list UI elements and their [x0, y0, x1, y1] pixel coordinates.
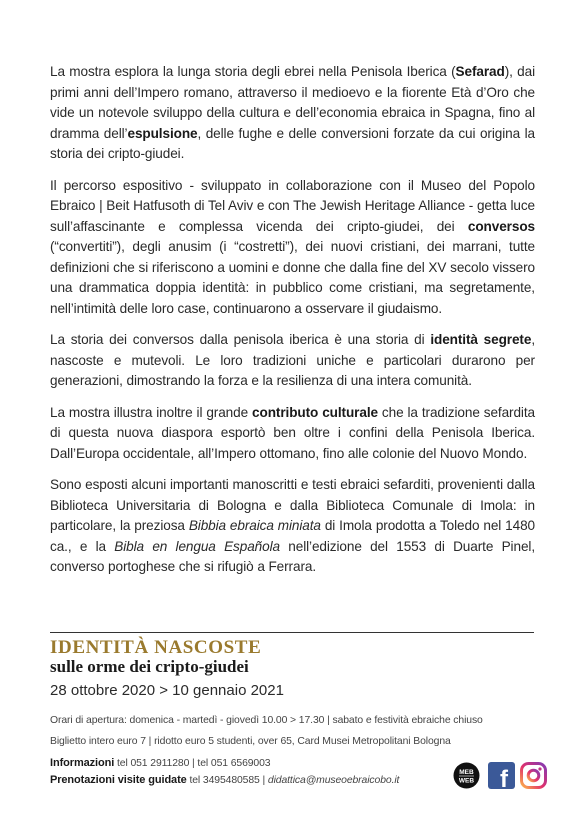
text-run: Il percorso espositivo - sviluppato in collaborazione con il Museo del Popolo Ebraico | Beit Hatfusoth di Tel Aviv e con The Jewish Heritage Alliance - getta luce sull’affascinante e complessa vicenda dei cripto-giudei, dei [50, 177, 535, 234]
text-run: che la tradizione sefardita di questa nuova diaspora esportò ben oltre i confini della Penisola Iberica. Dall’Europa occidentale, all’Impero ottomano, fino alle colonie del Nuovo Mondo. [50, 404, 535, 461]
bold-term: contributo culturale [252, 404, 378, 420]
text-run: La mostra illustra inoltre il grande [50, 404, 253, 420]
booking-label: Prenotazioni visite guidate [50, 774, 187, 786]
booking-phone: tel 3495480585 | [186, 775, 268, 786]
text-run: nell’edizione del 1553 di Duarte Pinel, converso portoghese che si rifugiò a Ferrara. [50, 538, 535, 574]
text-run: , nascoste e mutevoli. Le loro tradizioni uniche e particolari durarono per generazioni, dimostrando la forza e la resilienza di una intera comunità. [50, 332, 535, 388]
body-text [50, 62, 535, 589]
italic-title: Bibla en lengua Española [114, 538, 280, 554]
opening-hours: Orari di apertura: domenica - martedì - giovedì 10.00 > 17.30 | sabato e festività ebraiche chiuso [50, 715, 483, 726]
bold-term: conversos [467, 218, 535, 234]
italic-title: Bibbia ebraica miniata [188, 518, 321, 533]
ticket-prices: Biglietto intero euro 7 | ridotto euro 5 studenti, over 65, Card Musei Metropolitani Bologna [50, 736, 451, 747]
text-run: Sono esposti alcuni importanti manoscritti e testi ebraici sefarditi, provenienti dalla Biblioteca Universitaria di Bologna e dalla Biblioteca Comunale di Imola: in particolare, la preziosa [50, 477, 535, 533]
social-icons [451, 762, 547, 790]
paragraph-2 [50, 176, 535, 320]
exhibition-dates: 28 ottobre 2020 > 10 gennaio 2021 [50, 682, 284, 699]
paragraph-1 [50, 62, 535, 165]
contact-info-phones: tel 051 2911280 | tel 051 6569003 [114, 758, 271, 769]
meb-icon-text-top: MEB [459, 769, 474, 776]
facebook-icon[interactable] [488, 762, 515, 789]
divider-line [50, 632, 534, 633]
text-run: , delle fughe e delle conversioni forzate da cui origina la storia dei cripto-giudei. [50, 125, 535, 161]
text-run: La mostra esplora la lunga storia degli ebrei nella Penisola Iberica ( [50, 64, 456, 79]
paragraph-5 [50, 475, 535, 578]
exhibition-subtitle: sulle orme dei cripto-giudei [50, 657, 249, 676]
text-run: La storia dei conversos dalla penisola iberica è una storia di [50, 332, 431, 347]
text-run: (“convertiti”), degli anusim (i “costretti”), dei nuovi cristiani, dei marrani, tutte definizioni che si riferiscono a uomini e donne che dalla fine del XV secolo vissero una drammatica doppia identità: in pubblico come cristiani, ma segretamente, nell’intimità delle loro case, continuarono a osservare il giudaismo. [50, 239, 535, 316]
booking-email-link[interactable]: didattica@museoebraicobo.it [267, 775, 400, 786]
paragraph-3 [50, 330, 535, 392]
facebook-icon-letter: f [500, 766, 508, 789]
paragraph-4 [50, 403, 535, 465]
bold-term: Sefarad [455, 64, 505, 79]
text-run: di Imola prodotta a Toledo nel 1480 ca., e la [50, 518, 535, 554]
text-run: ), dai primi anni dell’Impero romano, attraverso il medioevo e la fiorente Età d’Oro che vide un notevole sviluppo della cultura e dell’economia ebraica in Spagna, fino al dramma dell’ [50, 64, 535, 141]
bold-term: identità segrete [430, 332, 532, 347]
bold-term: espulsione [127, 125, 198, 141]
exhibition-title: IDENTITÀ NASCOSTE [50, 637, 262, 658]
meb-icon-text-bottom: WEB [458, 777, 475, 785]
instagram-icon[interactable] [520, 762, 547, 789]
meb-web-icon[interactable] [453, 762, 480, 789]
contact-info-label: Informazioni [50, 757, 115, 769]
